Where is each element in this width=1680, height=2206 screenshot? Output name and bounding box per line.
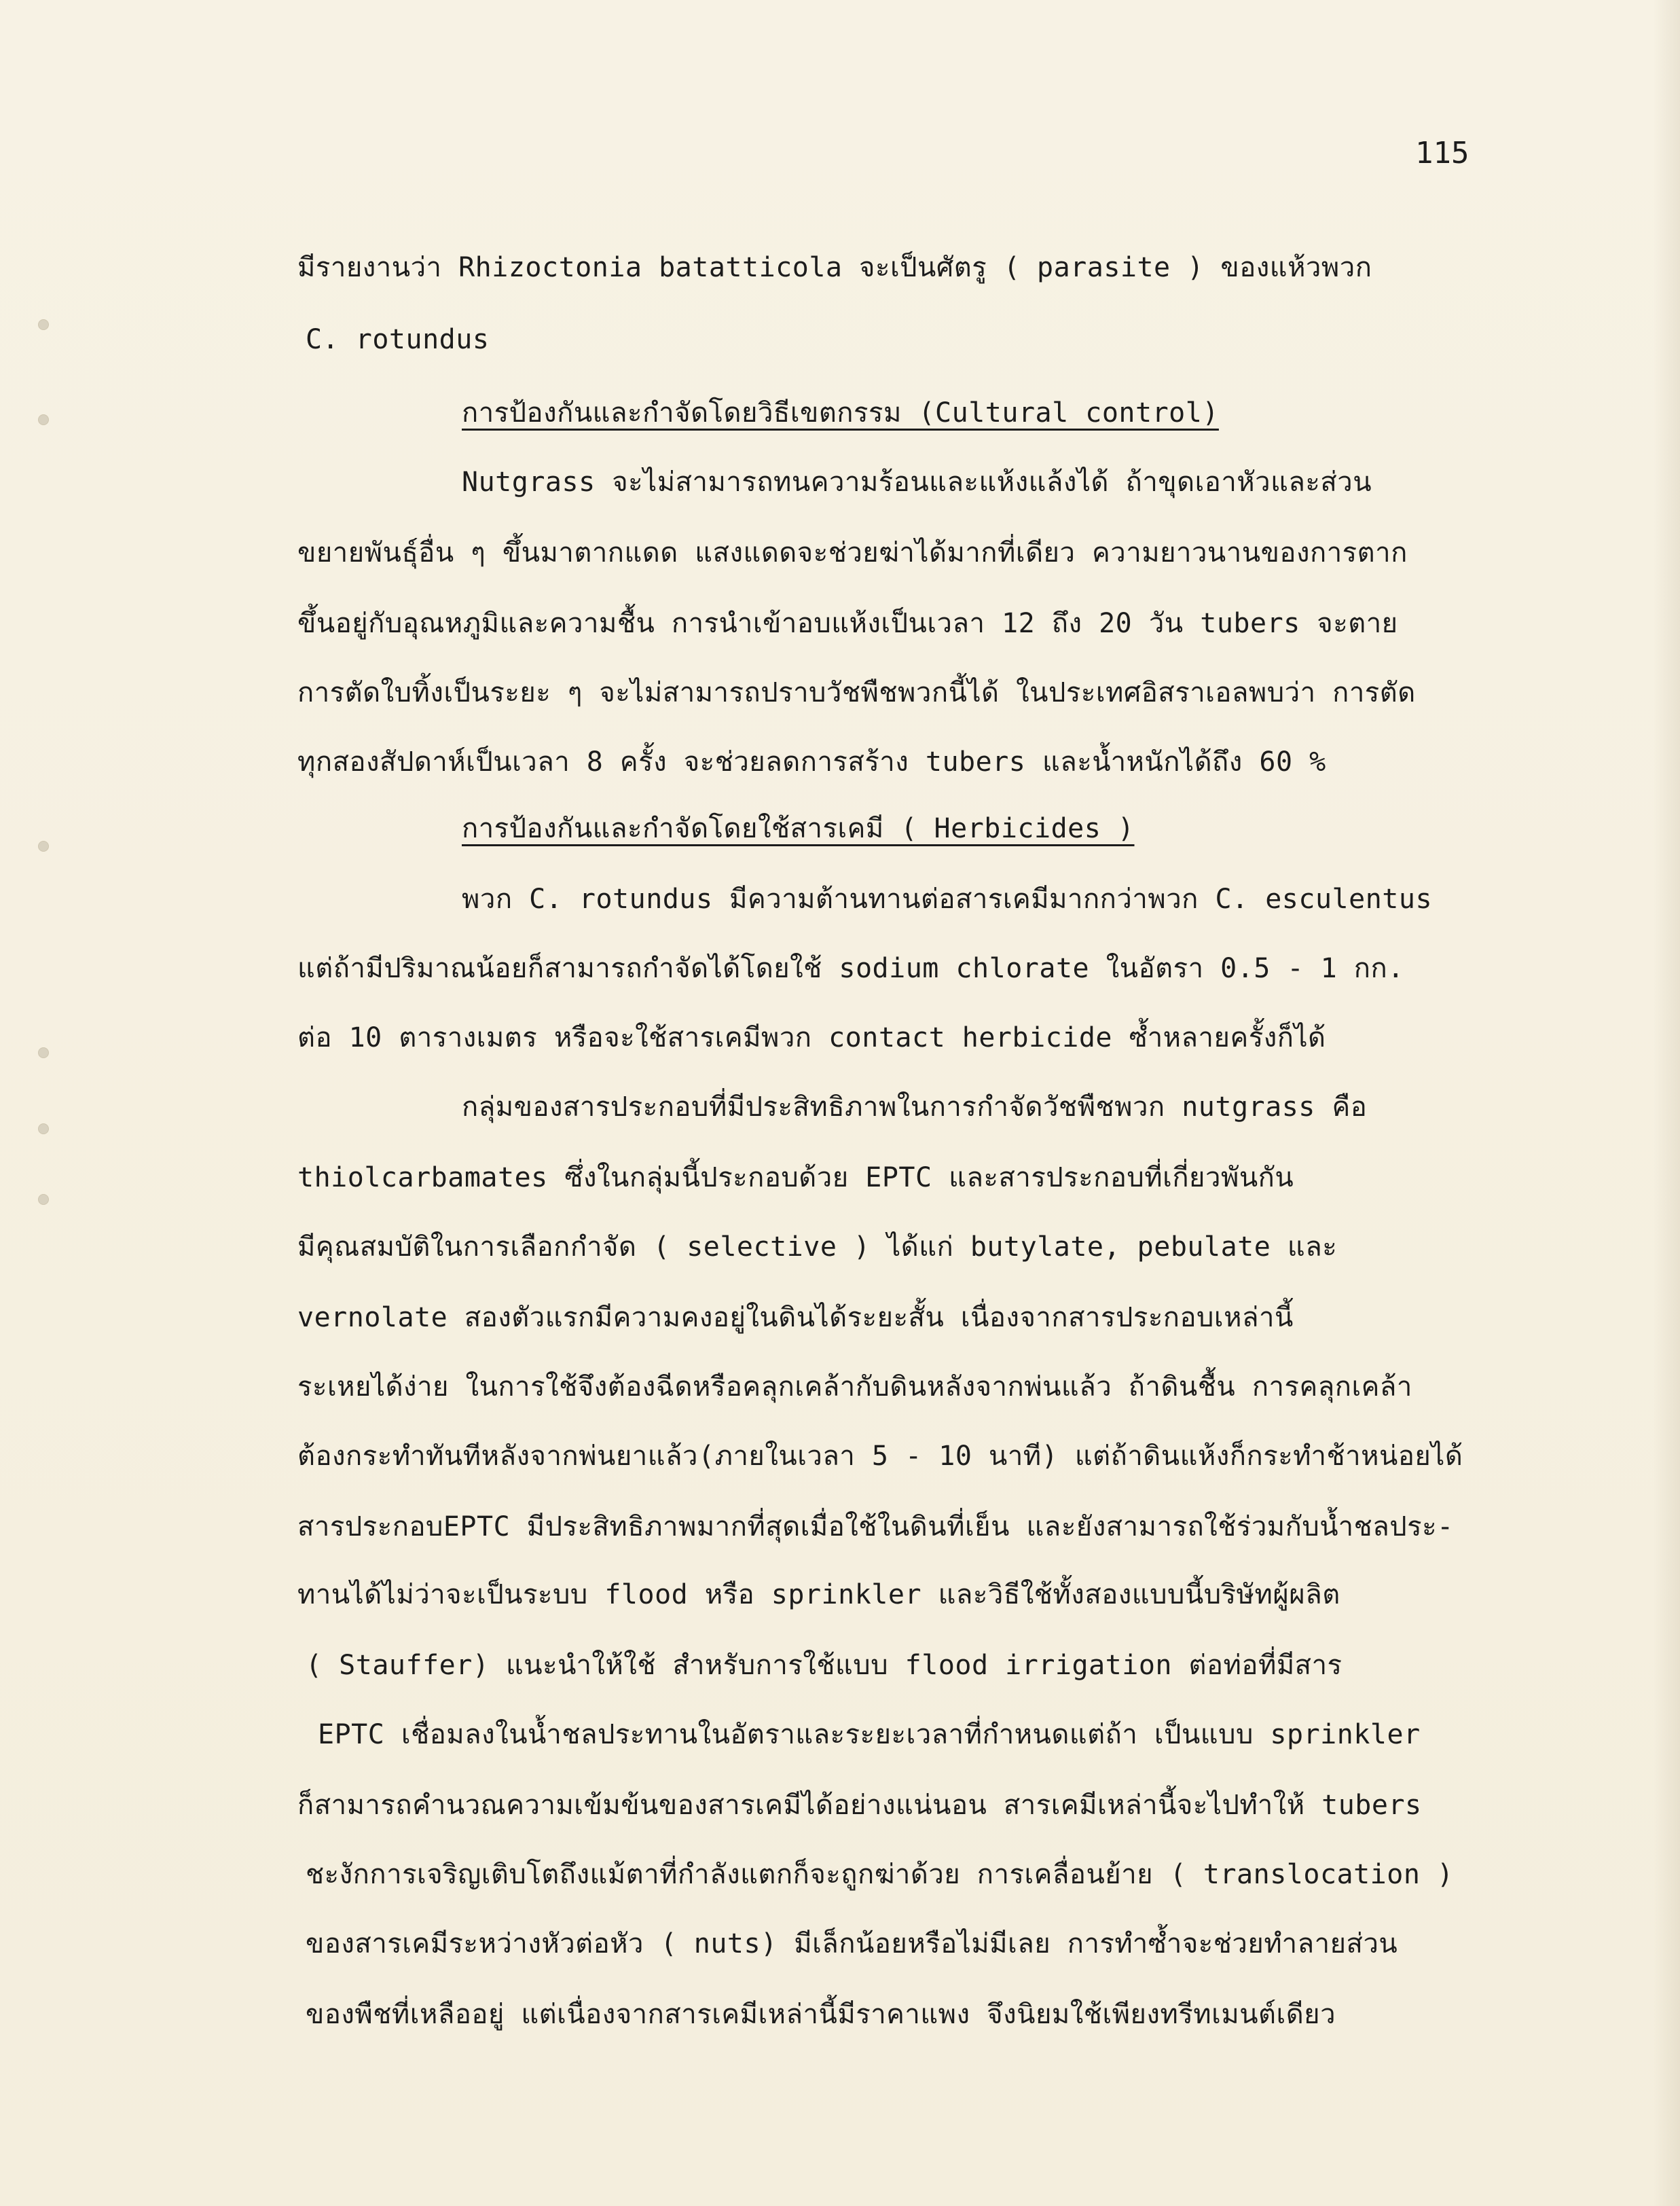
text-line: สารประกอบEPTC มีประสิทธิภาพมากที่สุดเมื่อใช้ในดินที่เย็น และยังสามารถใช้ร่วมกับน้ำชลประ- — [297, 1511, 1454, 1542]
text-line: ระเหยได้ง่าย ในการใช้จึงต้องฉีดหรือคลุกเคล้ากับดินหลังจากพ่นแล้ว ถ้าดินชื้น การคลุกเคล้า — [297, 1371, 1412, 1403]
text-line: การตัดใบทิ้งเป็นระยะ ๆ จะไม่สามารถปราบวัชพืชพวกนี้ได้ ในประเทศอิสราเอลพบว่า การตัด — [297, 677, 1416, 708]
text-line: thiolcarbamates ซึ่งในกลุ่มนี้ประกอบด้วย EPTC และสารประกอบที่เกี่ยวพันกัน — [297, 1162, 1294, 1193]
text-line: พวก C. rotundus มีความต้านทานต่อสารเคมีมากกว่าพวก C. esculentus — [462, 884, 1433, 915]
text-line: ( Stauffer) แนะนำให้ใช้ สำหรับการใช้แบบ flood irrigation ต่อท่อที่มีสาร — [306, 1650, 1343, 1681]
text-line: ก็สามารถคำนวณความเข้มข้นของสารเคมีได้อย่างแน่นอน สารเคมีเหล่านี้จะไปทำให้ tubers — [297, 1790, 1422, 1821]
paper-edge-shadow — [1653, 0, 1680, 2206]
text-line: C. rotundus — [306, 324, 490, 355]
text-line: ขยายพันธุ์อื่น ๆ ขึ้นมาตากแดด แสงแดดจะช่วยฆ่าได้มากที่เดียว ความยาวนานของการตาก — [297, 537, 1408, 568]
text-line: มีรายงานว่า Rhizoctonia batatticola จะเป็นศัตรู ( parasite ) ของแห้วพวก — [297, 252, 1372, 283]
punch-hole — [38, 841, 49, 852]
text-line: EPTC เชื่อมลงในน้ำชลประทานในอัตราและระยะเวลาที่กำหนดแต่ถ้า เป็นแบบ sprinkler — [318, 1719, 1421, 1750]
text-line: มีคุณสมบัติในการเลือกกำจัด ( selective ) ได้แก่ butylate, pebulate และ — [297, 1231, 1338, 1263]
punch-hole — [38, 319, 49, 330]
text-line: ชะงักการเจริญเติบโตถึงแม้ตาที่กำลังแตกก็จะถูกฆ่าด้วย การเคลื่อนย้าย ( translocation ) — [306, 1859, 1454, 1890]
text-line: ต่อ 10 ตารางเมตร หรือจะใช้สารเคมีพวก contact herbicide ซ้ำหลายครั้งก็ได้ — [297, 1022, 1326, 1053]
section-heading: การป้องกันและกำจัดโดยวิธีเขตกรรม (Cultural control) — [462, 397, 1219, 429]
punch-hole — [38, 1047, 49, 1058]
punch-hole — [38, 1123, 49, 1134]
text-line: vernolate สองตัวแรกมีความคงอยู่ในดินได้ระยะสั้น เนื่องจากสารประกอบเหล่านี้ — [297, 1302, 1294, 1333]
text-line: ทุกสองสัปดาห์เป็นเวลา 8 ครั้ง จะช่วยลดการสร้าง tubers และน้ำหนักได้ถึง 60 % — [297, 746, 1326, 778]
text-line: ขึ้นอยู่กับอุณหภูมิและความชื้น การนำเข้าอบแห้งเป็นเวลา 12 ถึง 20 วัน tubers จะตาย — [297, 608, 1398, 639]
punch-hole — [38, 1194, 49, 1205]
text-line: Nutgrass จะไม่สามารถทนความร้อนและแห้งแล้งได้ ถ้าขุดเอาหัวและส่วน — [462, 467, 1372, 498]
text-line: ทานได้ไม่ว่าจะเป็นระบบ flood หรือ sprinkler และวิธีใช้ทั้งสองแบบนี้บริษัทผู้ผลิต — [297, 1579, 1340, 1610]
page-number: 115 — [1415, 136, 1469, 170]
text-line: ต้องกระทำทันทีหลังจากพ่นยาแล้ว(ภายในเวลา 5 - 10 นาที) แต่ถ้าดินแห้งก็กระทำช้าหน่อยได้ — [297, 1441, 1463, 1472]
text-line: แต่ถ้ามีปริมาณน้อยก็สามารถกำจัดได้โดยใช้ sodium chlorate ในอัตรา 0.5 - 1 กก. — [297, 953, 1404, 984]
punch-hole — [38, 414, 49, 425]
text-line: ของสารเคมีระหว่างหัวต่อหัว ( nuts) มีเล็กน้อยหรือไม่มีเลย การทำซ้ำจะช่วยทำลายส่วน — [306, 1928, 1398, 1959]
text-line: กลุ่มของสารประกอบที่มีประสิทธิภาพในการกำจัดวัชพืชพวก nutgrass คือ — [462, 1091, 1368, 1123]
text-line: ของพืชที่เหลืออยู่ แต่เนื่องจากสารเคมีเหล่านี้มีราคาแพง จึงนิยมใช้เพียงทรีทเมนต์เดียว — [306, 1999, 1336, 2030]
section-heading: การป้องกันและกำจัดโดยใช้สารเคมี ( Herbicides ) — [462, 813, 1135, 844]
